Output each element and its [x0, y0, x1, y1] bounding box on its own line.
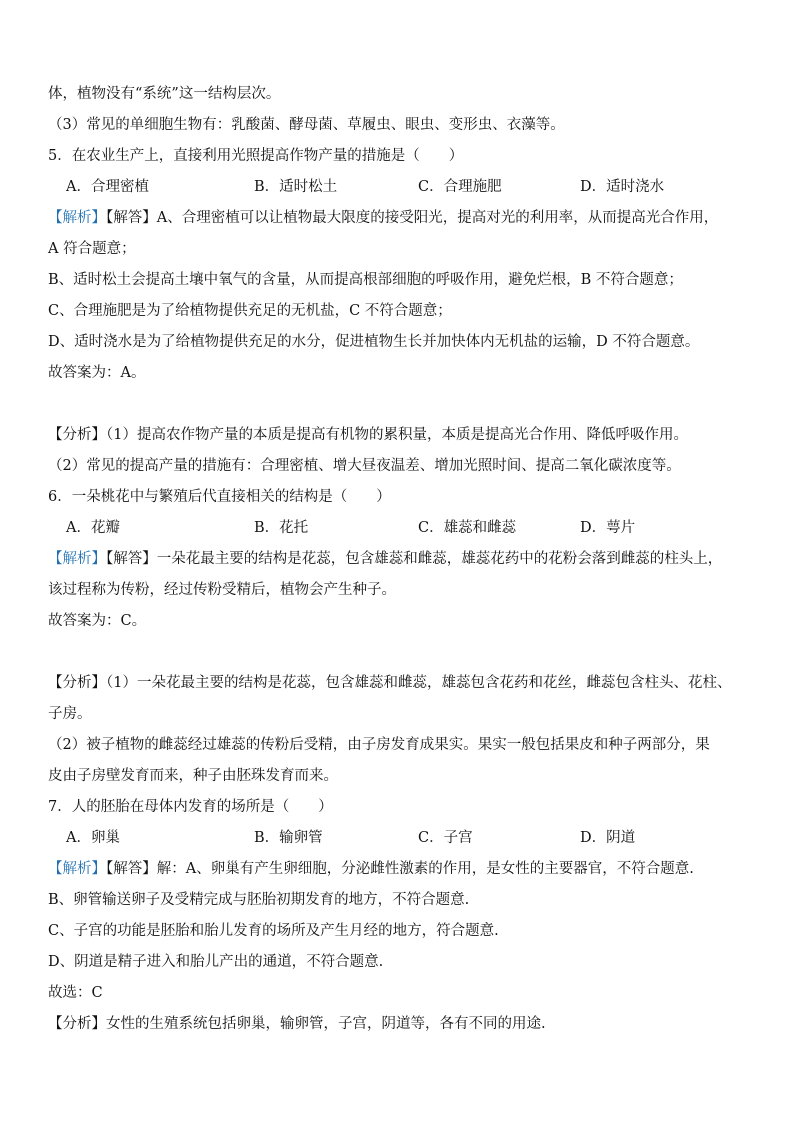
- jiexi-label: 【解析】: [48, 210, 106, 226]
- jiexi-label: 【解析】: [48, 551, 106, 567]
- option-b: B．适时松土: [254, 179, 338, 195]
- jieda-label: 【解答】: [106, 861, 157, 877]
- option-b: B．花托: [254, 520, 309, 536]
- option-d: D．萼片: [580, 520, 636, 536]
- option-b: B．输卵管: [254, 830, 323, 846]
- question-6-options: [48, 518, 754, 538]
- jieda-label: 【解答】: [106, 551, 157, 567]
- option-d: D．适时浇水: [580, 179, 665, 195]
- jieda-label: 【解答】: [106, 210, 157, 226]
- option-a: A．卵巢: [66, 830, 120, 846]
- question-5-stem: 5．在农业生产上，直接利用光照提高作物产量的措施是（ ）: [48, 148, 464, 164]
- analysis-text: 女性的生殖系统包括卵巢，输卵管，子宫，阴道等，各有不同的用途.: [106, 1016, 546, 1032]
- analysis-text: （1）提高农作物产量的本质是提高有机物的累积量，本质是提高光合作用、降低呼吸作用。: [106, 427, 688, 443]
- answer-text: C、合理施肥是为了给植物提供充足的无机盐，C 不符合题意；: [48, 303, 452, 319]
- final-answer: 故选：C: [48, 985, 103, 1001]
- question-6-analysis: [48, 673, 754, 693]
- option-a: A．花瓣: [66, 520, 120, 536]
- analysis-text: （2）常见的提高产量的措施有：合理密植、增大昼夜温差、增加光照时间、提高二氧化碳浓度等。: [48, 458, 681, 474]
- fenxi-label: 【分析】: [48, 675, 106, 691]
- jiexi-label: 【解析】: [48, 861, 106, 877]
- analysis-text: 皮由子房壁发育而来，种子由胚珠发育而来。: [48, 768, 338, 784]
- answer-text: 解：A、卵巢有产生卵细胞，分泌雌性激素的作用，是女性的主要器官，不符合题意.: [156, 861, 694, 877]
- question-7-options: [48, 828, 754, 848]
- fenxi-label: 【分析】: [48, 1016, 106, 1032]
- question-6-answer: [48, 549, 754, 569]
- option-c: C．雄蕊和雌蕊: [418, 520, 517, 536]
- fenxi-label: 【分析】: [48, 427, 106, 443]
- question-7-stem: 7．人的胚胎在母体内发育的场所是（ ）: [48, 799, 333, 815]
- option-c: C．子宫: [418, 830, 473, 846]
- question-5-options: [48, 177, 754, 197]
- final-answer: 故答案为：A。: [48, 365, 146, 381]
- answer-text: D、适时浇水是为了给植物提供充足的水分，促进植物生长并加快体内无机盐的运输，D 不符合题意。: [48, 334, 700, 350]
- answer-text: D、阴道是精子进入和胎儿产出的通道，不符合题意.: [48, 954, 384, 970]
- analysis-text: （1）一朵花最主要的结构是花蕊，包含雄蕊和雌蕊，雄蕊包含花药和花丝，雌蕊包含柱头、花柱、: [106, 675, 732, 691]
- text-line: 体，植物没有“系统”这一结构层次。: [48, 86, 281, 102]
- question-7-analysis: [48, 1014, 754, 1034]
- answer-text: B、适时松土会提高土壤中氧气的含量，从而提高根部细胞的呼吸作用，避免烂根，B 不符合题意；: [48, 272, 683, 288]
- answer-text: B、卵管输送卵子及受精完成与胚胎初期发育的地方，不符合题意.: [48, 892, 470, 908]
- question-6-stem: 6．一朵桃花中与繁殖后代直接相关的结构是（ ）: [48, 489, 391, 505]
- question-5-answer: [48, 208, 754, 228]
- option-d: D．阴道: [580, 830, 636, 846]
- answer-text: 一朵花最主要的结构是花蕊，包含雄蕊和雌蕊，雄蕊花药中的花粉会落到雌蕊的柱头上，: [156, 551, 723, 567]
- answer-text: A 符合题意；: [48, 241, 136, 257]
- option-c: C．合理施肥: [418, 179, 502, 195]
- question-5-analysis: [48, 425, 754, 445]
- answer-text: C、子宫的功能是胚胎和胎儿发育的场所及产生月经的地方，符合题意.: [48, 923, 499, 939]
- answer-text: A、合理密植可以让植物最大限度的接受阳光，提高对光的利用率，从而提高光合作用，: [156, 210, 719, 226]
- question-7-answer: [48, 859, 754, 879]
- option-a: A．合理密植: [66, 179, 149, 195]
- analysis-text: 子房。: [48, 706, 92, 722]
- answer-text: 该过程称为传粉，经过传粉受精后，植物会产生种子。: [48, 582, 396, 598]
- final-answer: 故答案为：C。: [48, 613, 147, 629]
- analysis-text: （2）被子植物的雌蕊经过雄蕊的传粉后受精，由子房发育成果实。果实一般包括果皮和种子两部分，果: [48, 737, 710, 753]
- text-line: （3）常见的单细胞生物有：乳酸菌、酵母菌、草履虫、眼虫、变形虫、衣藻等。: [48, 117, 565, 133]
